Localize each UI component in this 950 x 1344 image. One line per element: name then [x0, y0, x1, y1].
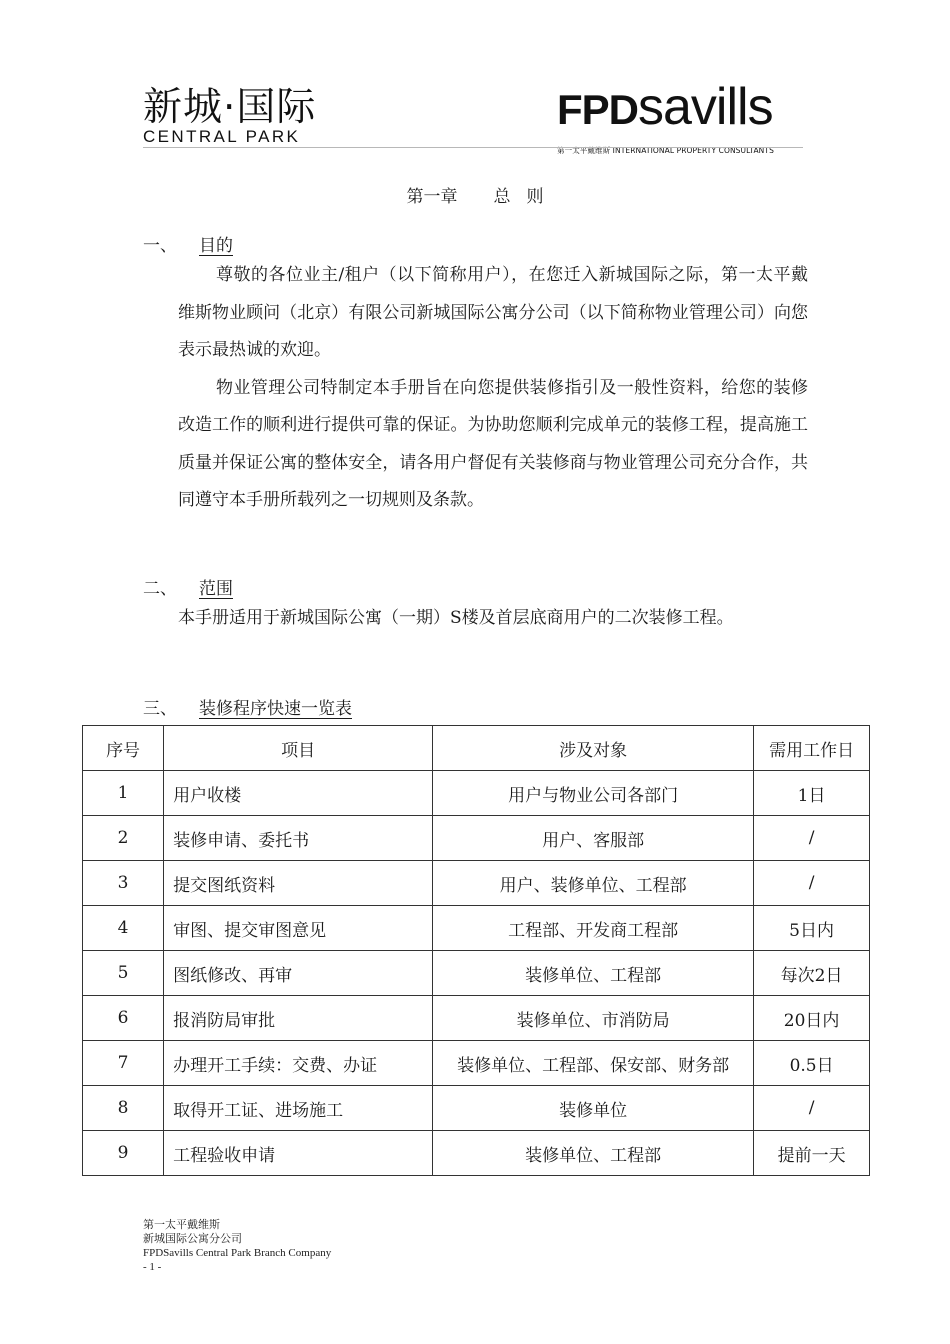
table-row: [83, 771, 870, 816]
central-park-logo: [143, 85, 363, 146]
section-heading-purpose: [143, 231, 233, 256]
column-header-index: 序号: [83, 726, 164, 771]
column-header-item: 项目: [164, 726, 433, 771]
cell-index: 9: [83, 1131, 164, 1176]
cell-parties: 装修单位、工程部: [433, 1131, 754, 1176]
cell-index: 1: [83, 771, 164, 816]
paragraph: 尊敬的各位业主/租户（以下简称用户），在您迁入新城国际之际，第一太平戴维斯物业顾问（北京）有限公司新城国际公寓分公司（以下简称物业管理公司）向您表示最热诚的欢迎。: [178, 265, 808, 360]
cell-item: 图纸修改、再审: [164, 951, 433, 996]
cell-parties: 装修单位、工程部: [433, 951, 754, 996]
cell-workdays: /: [754, 861, 870, 906]
table-row: [83, 1131, 870, 1176]
cell-index: 2: [83, 816, 164, 861]
table-row: [83, 996, 870, 1041]
column-header-workdays: 需用工作日: [754, 726, 870, 771]
logo-fpd: FPD: [557, 86, 638, 133]
cell-parties: 工程部、开发商工程部: [433, 906, 754, 951]
footer-branch-cn: 新城国际公寓分公司: [143, 1233, 242, 1245]
chapter-heading: [0, 182, 950, 207]
table-row: [83, 951, 870, 996]
cell-item: 用户收楼: [164, 771, 433, 816]
section-title: 目的: [199, 236, 233, 256]
column-header-parties: 涉及对象: [433, 726, 754, 771]
fpdsavills-wordmark: [557, 78, 807, 144]
cell-parties: 用户、客服部: [433, 816, 754, 861]
logo-tagline: 第一太平戴维斯 INTERNATIONAL PROPERTY CONSULTANTS: [557, 146, 774, 155]
table-row: [83, 861, 870, 906]
paragraph: 本手册适用于新城国际公寓（一期）S楼及首层底商用户的二次装修工程。: [178, 608, 734, 628]
footer-branch-en: FPDSavills Central Park Branch Company: [143, 1247, 332, 1259]
paragraph: 物业管理公司特制定本手册旨在向您提供装修指引及一般性资料，给您的装修改造工作的顺利进行提供可靠的保证。为协助您顺利完成单元的装修工程，提高施工质量并保证公寓的整体安全，请各用户督促有关装修商与物业管理公司充分合作，共同遵守本手册所载列之一切规则及条款。: [178, 377, 808, 510]
footer-company-cn: 第一太平戴维斯: [143, 1219, 220, 1231]
logo-chinese-name: 新城·国际: [143, 85, 317, 130]
section-heading-scope: [143, 574, 233, 599]
cell-index: 7: [83, 1041, 164, 1086]
cell-index: 3: [83, 861, 164, 906]
cell-item: 报消防局审批: [164, 996, 433, 1041]
cell-workdays: 0.5日: [754, 1041, 870, 1086]
page-footer: [143, 1218, 331, 1274]
table-header-row: [83, 726, 870, 771]
procedure-table: [82, 725, 870, 1176]
cell-index: 5: [83, 951, 164, 996]
cell-index: 6: [83, 996, 164, 1041]
chapter-title-part-1: 总: [493, 187, 511, 207]
cell-workdays: 5日内: [754, 906, 870, 951]
cell-workdays: /: [754, 816, 870, 861]
section-title: 范围: [199, 579, 233, 599]
header-divider: [143, 147, 803, 148]
chapter-title-part-2: 则: [526, 187, 544, 207]
cell-item: 提交图纸资料: [164, 861, 433, 906]
section-heading-procedure: [143, 694, 352, 719]
section-body-scope: [178, 600, 808, 638]
cell-parties: 装修单位、市消防局: [433, 996, 754, 1041]
cell-workdays: 提前一天: [754, 1131, 870, 1176]
section-body-purpose: [178, 257, 808, 520]
cell-workdays: 1日: [754, 771, 870, 816]
chapter-number: 第一章: [406, 187, 458, 207]
section-number: 三、: [143, 699, 177, 719]
cell-item: 工程验收申请: [164, 1131, 433, 1176]
table-row: [83, 1086, 870, 1131]
cell-parties: 装修单位: [433, 1086, 754, 1131]
cell-index: 8: [83, 1086, 164, 1131]
logo-english-name: CENTRAL PARK: [143, 127, 301, 146]
section-title: 装修程序快速一览表: [199, 699, 352, 719]
fpdsavills-logo: [557, 78, 807, 156]
page-number: - 1 -: [143, 1261, 162, 1273]
section-number: 一、: [143, 236, 177, 256]
logo-savills: savills: [638, 78, 773, 136]
cell-parties: 装修单位、工程部、保安部、财务部: [433, 1041, 754, 1086]
cell-item: 装修申请、委托书: [164, 816, 433, 861]
cell-index: 4: [83, 906, 164, 951]
cell-workdays: /: [754, 1086, 870, 1131]
table-row: [83, 1041, 870, 1086]
cell-parties: 用户与物业公司各部门: [433, 771, 754, 816]
cell-item: 审图、提交审图意见: [164, 906, 433, 951]
cell-workdays: 20日内: [754, 996, 870, 1041]
cell-item: 办理开工手续：交费、办证: [164, 1041, 433, 1086]
cell-workdays: 每次2日: [754, 951, 870, 996]
cell-item: 取得开工证、进场施工: [164, 1086, 433, 1131]
table-row: [83, 906, 870, 951]
section-number: 二、: [143, 579, 177, 599]
cell-parties: 用户、装修单位、工程部: [433, 861, 754, 906]
table-row: [83, 816, 870, 861]
